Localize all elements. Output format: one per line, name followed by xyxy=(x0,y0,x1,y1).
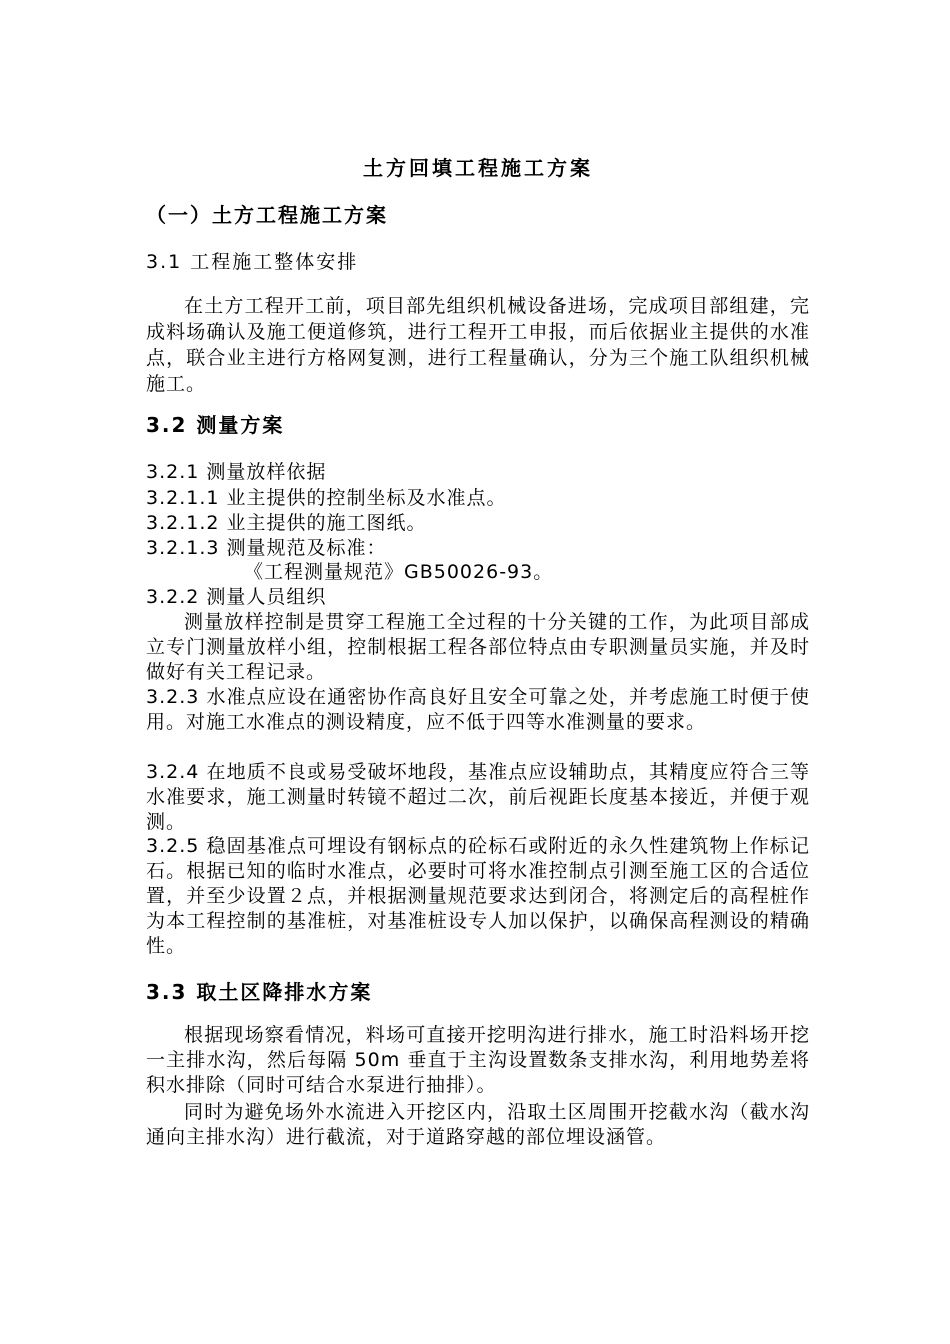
section-heading-1: （一）土方工程施工方案 xyxy=(146,203,388,227)
paragraph-3-1: 在土方工程开工前，项目部先组织机械设备进场，完成项目部组建，完成料场确认及施工便道修筑，进行工程开工申报，而后依据业主提供的水准点，联合业主进行方格网复测，进行工程量确认，分为三个施工队组织机械施工。 xyxy=(146,295,810,395)
heading-3-3: 3.3 取土区降排水方案 xyxy=(146,980,373,1004)
paragraph-3-2-3: 3.2.3 水准点应设在通密协作高良好且安全可靠之处，并考虑施工时便于使用。对施工水准点的测设精度，应不低于四等水准测量的要求。 xyxy=(146,686,810,733)
line-3-2-1-3: 3.2.1.3 测量规范及标准： xyxy=(146,537,387,559)
heading-3-2: 3.2 测量方案 xyxy=(146,413,285,437)
paragraph-3-2-5: 3.2.5 稳固基准点可埋设有钢标点的砼标石或附近的永久性建筑物上作标记石。根据已知的临时水准点，必要时可将水准控制点引测至施工区的合适位置，并至少设置２点，并根据测量规范要求达到闭合，将测定后的高程桩作为本工程控制的基准桩，对基准桩设专人加以保护，以确保高程测设的精确性。 xyxy=(146,835,810,957)
paragraph-3-3-2: 同时为避免场外水流进入开挖区内，沿取土区周围开挖截水沟（截水沟通向主排水沟）进行截流，对于道路穿越的部位埋设涵管。 xyxy=(146,1101,810,1148)
line-3-2-1: 3.2.1 测量放样依据 xyxy=(146,461,327,483)
heading-3-1: 3.1 工程施工整体安排 xyxy=(146,251,359,273)
line-3-2-1-1: 3.2.1.1 业主提供的控制坐标及水准点。 xyxy=(146,487,507,509)
paragraph-3-2-2: 测量放样控制是贯穿工程施工全过程的十分关键的工作，为此项目部成立专门测量放样小组，控制根据工程各部位特点由专职测量员实施，并及时做好有关工程记录。 xyxy=(146,611,810,683)
paragraph-3-3-1: 根据现场察看情况，料场可直接开挖明沟进行排水，施工时沿料场开挖一主排水沟，然后每隔 50m 垂直于主沟设置数条支排水沟，利用地势差将积水排除（同时可结合水泵进行抽排）。 xyxy=(146,1024,810,1096)
line-3-2-1-2: 3.2.1.2 业主提供的施工图纸。 xyxy=(146,512,427,534)
paragraph-3-2-4: 3.2.4 在地质不良或易受破坏地段，基准点应设辅助点，其精度应符合三等水准要求，施工测量时转镜不超过二次，前后视距长度基本接近，并便于观测。 xyxy=(146,761,810,833)
standard-reference: 《工程测量规范》GB50026-93。 xyxy=(244,561,554,583)
document-title: 土方回填工程施工方案 xyxy=(363,156,593,180)
line-3-2-2: 3.2.2 测量人员组织 xyxy=(146,586,327,608)
